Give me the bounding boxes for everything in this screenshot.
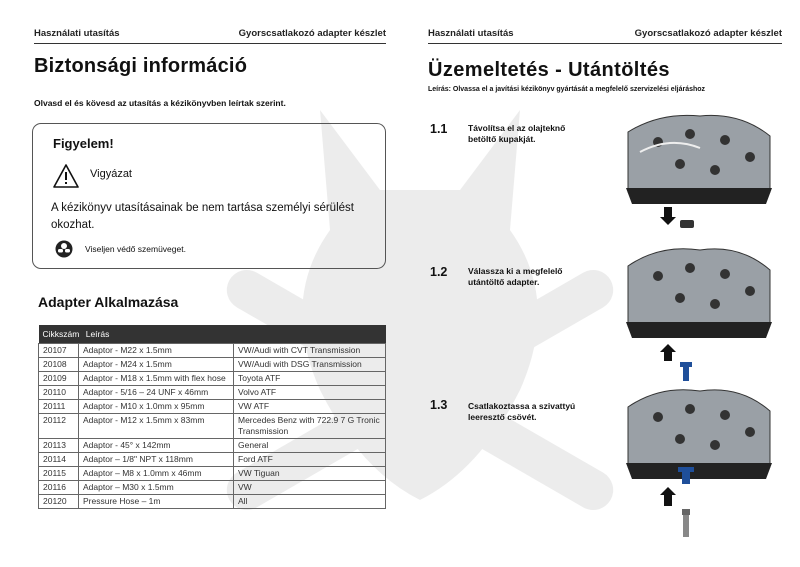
application-cell: VW/Audi with CVT Transmission [234, 344, 386, 358]
description-cell: Adaptor – 1/8" NPT x 118mm [79, 453, 234, 467]
part-number-cell: 20120 [39, 495, 79, 509]
warning-title: Figyelem! [53, 136, 114, 151]
description-cell: Adaptor - M18 x 1.5mm with flex hose [79, 372, 234, 386]
description-cell: Adaptor - M24 x 1.5mm [79, 358, 234, 372]
safety-glasses-icon [55, 240, 73, 258]
section-title: Adapter Alkalmazása [38, 294, 179, 310]
warning-triangle-icon [53, 164, 79, 188]
header-description: Leírás [85, 329, 110, 339]
description-cell: Adaptor – M8 x 1.0mm x 46mm [79, 467, 234, 481]
part-number-cell: 20111 [39, 400, 79, 414]
header-part-number: Cikkszám [42, 329, 80, 339]
application-cell: Toyota ATF [234, 372, 386, 386]
part-number-cell: 20110 [39, 386, 79, 400]
header-rule [34, 43, 386, 44]
table-row [39, 467, 386, 481]
table-header [39, 325, 386, 344]
adapter-table [38, 325, 386, 509]
header-right: Gyorscsatlakozó adapter készlet [634, 28, 782, 39]
description-cell: Adaptor - M12 x 1.5mm x 83mm [79, 414, 234, 439]
part-number-cell: 20116 [39, 481, 79, 495]
part-number-cell: 20112 [39, 414, 79, 439]
application-cell: VW [234, 481, 386, 495]
header-left: Használati utasítás [428, 28, 514, 39]
table-row [39, 439, 386, 453]
warning-box [32, 123, 386, 269]
adapter-selection-illustration [620, 244, 780, 384]
application-cell: General [234, 439, 386, 453]
step-number: 1.3 [430, 398, 448, 412]
part-number-cell: 20108 [39, 358, 79, 372]
header-rule [428, 43, 782, 44]
oil-pan-cap-removal-illustration [620, 112, 780, 234]
application-cell: Ford ATF [234, 453, 386, 467]
step-text: Távolítsa el az olajteknő betöltő kupakját. [468, 123, 566, 144]
header-right: Gyorscsatlakozó adapter készlet [238, 28, 386, 39]
page-title: Biztonsági információ [34, 55, 248, 77]
description-cell: Adaptor - M22 x 1.5mm [79, 344, 234, 358]
step-number: 1.1 [430, 122, 448, 136]
description-cell: Adaptor - 5/16 – 24 UNF x 46mm [79, 386, 234, 400]
step-text: Válassza ki a megfelelő utántöltő adapter. [468, 266, 563, 287]
application-cell: VW/Audi with DSG Transmission [234, 358, 386, 372]
part-number-cell: 20115 [39, 467, 79, 481]
page-title: Üzemeltetés - Utántöltés [428, 59, 670, 81]
description-cell: Pressure Hose – 1m [79, 495, 234, 509]
table-row [39, 400, 386, 414]
glasses-text: Viseljen védő szemüveget. [85, 244, 186, 254]
application-cell: Volvo ATF [234, 386, 386, 400]
table-row [39, 386, 386, 400]
pump-hose-connection-illustration [620, 385, 780, 553]
caution-label: Vigyázat [90, 168, 132, 180]
step-number: 1.2 [430, 265, 448, 279]
description-cell: Adaptor - M10 x 1.0mm x 95mm [79, 400, 234, 414]
header-left: Használati utasítás [34, 28, 120, 39]
description-cell: Adaptor - 45° x 142mm [79, 439, 234, 453]
description-text: Leírás: Olvassa el a javítási kézikönyv gyártását a megfelelő szervizelési eljáráshoz [428, 86, 706, 93]
table-row [39, 453, 386, 467]
part-number-cell: 20113 [39, 439, 79, 453]
application-cell: VW ATF [234, 400, 386, 414]
table-row [39, 358, 386, 372]
right-page [400, 0, 800, 567]
table-row [39, 344, 386, 358]
table-row [39, 495, 386, 509]
step-text: Csatlakoztassa a szivattyú leeresztő csövét. [468, 401, 576, 422]
table-row [39, 372, 386, 386]
part-number-cell: 20107 [39, 344, 79, 358]
application-cell: VW Tiguan [234, 467, 386, 481]
part-number-cell: 20109 [39, 372, 79, 386]
part-number-cell: 20114 [39, 453, 79, 467]
description-cell: Adaptor – M30 x 1.5mm [79, 481, 234, 495]
table-header-row [39, 325, 386, 344]
intro-text: Olvasd el és kövesd az utasítás a kézikönyvben leírtak szerint. [34, 98, 286, 108]
application-cell: Mercedes Benz with 722.9 7 G Tronic Transmission [234, 414, 386, 439]
table-row [39, 414, 386, 439]
warning-text: A kézikönyv utasításainak be nem tartása személyi sérülést okozhat. [51, 202, 354, 231]
application-cell: All [234, 495, 386, 509]
table-row [39, 481, 386, 495]
